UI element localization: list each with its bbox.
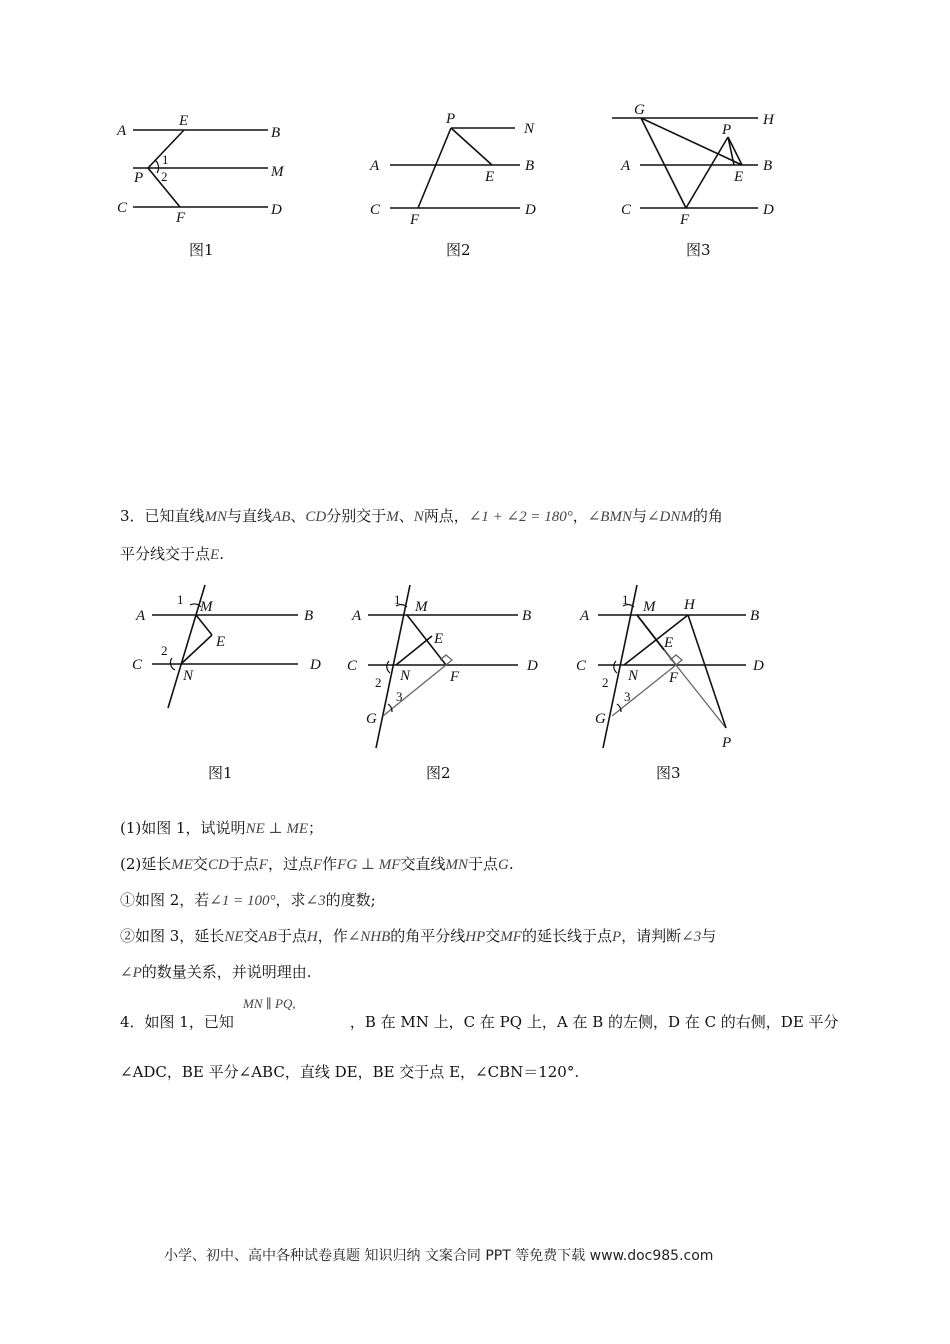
q3f2-label-C: C (347, 658, 358, 674)
q3-figures (0, 580, 950, 780)
q3f2-label-A: A (352, 608, 362, 624)
q4-line-2: ∠ADC，BE 平分∠ABC，直线 DE，BE 交于点 E，∠CBN＝120°. (120, 1063, 580, 1081)
fig3-label-G: G (634, 102, 645, 118)
q3f2-label-1: 1 (394, 592, 401, 607)
q3f1-label-E: E (216, 634, 226, 650)
q3-sub1: (1)如图 1，试说明NE ⊥ ME； (120, 819, 324, 837)
fig2-caption: 图2 (446, 241, 471, 259)
top-figure-1 (116, 113, 285, 259)
fig3-caption: 图3 (686, 241, 711, 259)
q3f1-label-C: C (132, 657, 143, 673)
fig2-label-A: A (370, 158, 380, 174)
fig2-label-N: N (524, 121, 535, 137)
fig1-label-P: P (134, 170, 144, 186)
fig1-label-A: A (117, 123, 127, 139)
fig3-label-C: C (621, 202, 632, 218)
q3f3-label-2: 2 (602, 675, 609, 690)
fig3-label-H: H (763, 112, 774, 128)
q3f2-label-3: 3 (396, 689, 403, 704)
q3f2-caption: 图2 (426, 764, 451, 780)
fig3-label-E: E (734, 169, 744, 185)
q3f2-label-G: G (366, 711, 377, 727)
q3f1-label-1: 1 (177, 592, 184, 607)
fig3-label-B: B (763, 158, 773, 174)
fig1-label-D: D (271, 202, 282, 218)
fig1-label-F: F (176, 210, 186, 226)
fig2-label-B: B (525, 158, 535, 174)
fig1-label-B: B (271, 125, 281, 141)
q3f3-caption: 图3 (656, 764, 681, 780)
fig3-label-A: A (621, 158, 631, 174)
q3-sub2b-line2: ∠P的数量关系，并说明理由. (120, 963, 312, 981)
q3f3-label-D: D (753, 658, 764, 674)
fig1-label-C: C (117, 200, 128, 216)
q3-sub2b: ②如图 3，延长NE交AB于点H，作∠NHB的角平分线HP交MF的延长线于点P，请判断∠3与 (120, 927, 717, 945)
fig3-label-D: D (763, 202, 774, 218)
q4-line-1: 4．如图 1，已知 ，B 在 MN 上，C 在 PQ 上，A 在 B 的左侧，D 在 C 的右侧，DE 平分 (120, 1013, 839, 1031)
top-figures (0, 0, 950, 270)
q3-figure-2 (347, 585, 538, 780)
q3f2-label-D: D (527, 658, 538, 674)
fig3-label-F: F (680, 212, 690, 228)
q3f3-label-3: 3 (624, 689, 631, 704)
fig2-label-P: P (446, 111, 456, 127)
fig3-label-P: P (722, 122, 732, 138)
q3f1-label-B: B (304, 608, 314, 624)
q3f1-label-N: N (183, 668, 194, 684)
q3-figure-1 (132, 585, 321, 780)
fig2-label-C: C (370, 202, 381, 218)
q4-condition: MN ∥ PQ, (243, 996, 296, 1011)
q3f1-label-A: A (136, 608, 146, 624)
q3f3-label-A: A (580, 608, 590, 624)
q3f3-label-G: G (595, 711, 606, 727)
fig1-label-1: 1 (162, 152, 169, 167)
q3f2-label-B: B (522, 608, 532, 624)
fig1-label-M: M (271, 164, 284, 180)
q3f2-label-M: M (415, 599, 428, 615)
q3f3-label-P: P (722, 735, 732, 751)
q3-sub2a: ①如图 2，若∠1 = 100°，求∠3的度数; (120, 891, 376, 909)
fig2-label-E: E (485, 169, 495, 185)
q3f3-label-N: N (628, 668, 639, 684)
page-footer: 小学、初中、高中各种试卷真题 知识归纳 文案合同 PPT 等免费下载 www.doc985.com (164, 1248, 714, 1264)
q3f3-label-B: B (750, 608, 760, 624)
fig1-label-2: 2 (161, 169, 168, 184)
q3-figure-3 (576, 585, 764, 780)
q3f3-label-M: M (643, 599, 656, 615)
fig1-caption: 图1 (189, 241, 214, 259)
q3f1-caption: 图1 (208, 764, 233, 780)
q3-line-2: 平分线交于点E. (120, 545, 224, 563)
top-figure-3 (612, 102, 775, 259)
q3-sub2: (2)延长ME交CD于点F，过点F作FG ⊥ MF交直线MN于点G. (120, 855, 514, 873)
q3f1-label-D: D (310, 657, 321, 673)
q3f3-label-1: 1 (622, 592, 629, 607)
q3f1-label-2: 2 (161, 643, 168, 658)
top-figure-2 (369, 111, 536, 259)
q3f3-label-C: C (576, 658, 587, 674)
q3f2-label-F: F (450, 669, 460, 685)
q3-line-1: 3．已知直线MN与直线AB、CD分别交于M、N两点，∠1 + ∠2 = 180°，∠BMN与∠DNM的角 (120, 507, 723, 525)
q3f3-label-E: E (664, 635, 674, 651)
fig2-label-F: F (410, 212, 420, 228)
fig1-label-E: E (179, 113, 189, 129)
q3f2-label-E: E (434, 631, 444, 647)
q3f1-label-M: M (200, 599, 213, 615)
q3f3-label-H: H (684, 597, 695, 613)
q3f3-label-F: F (669, 670, 679, 686)
q3f2-label-2: 2 (375, 675, 382, 690)
q3f2-label-N: N (400, 668, 411, 684)
fig2-label-D: D (525, 202, 536, 218)
